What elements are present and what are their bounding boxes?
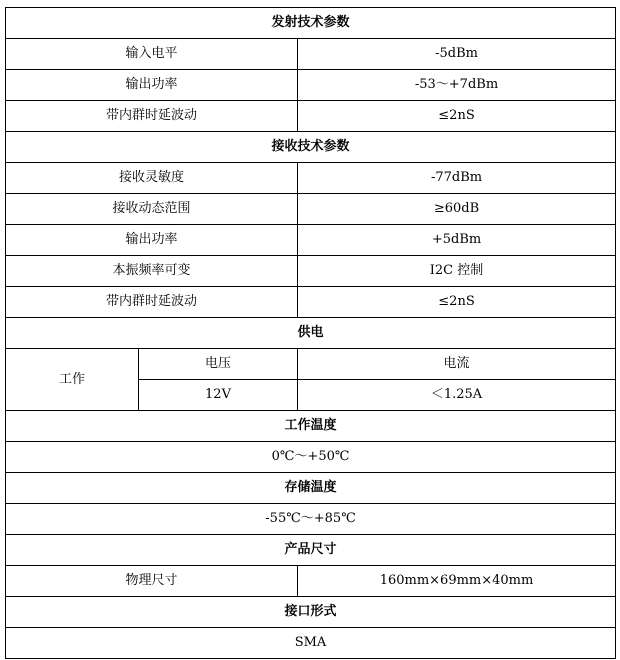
section-title: 接口形式: [6, 597, 616, 628]
section-title: 发射技术参数: [6, 8, 616, 39]
power-mode-label: 工作: [6, 349, 139, 411]
interface-section-header: [6, 597, 616, 628]
size-section-header: [6, 535, 616, 566]
param-label: 物理尺寸: [6, 566, 298, 597]
operating-temp-header: [6, 411, 616, 442]
current-value: ＜1.25A: [298, 380, 616, 411]
table-row: [6, 504, 616, 535]
table-row: [6, 39, 616, 70]
table-row: [6, 442, 616, 473]
voltage-header: 电压: [139, 349, 298, 380]
param-label: 输入电平: [6, 39, 298, 70]
table-row: [6, 287, 616, 318]
param-label: 接收动态范围: [6, 194, 298, 225]
param-value: ≥60dB: [298, 194, 616, 225]
table-row: [6, 163, 616, 194]
section-title: 存储温度: [6, 473, 616, 504]
param-value: 160mm×69mm×40mm: [298, 566, 616, 597]
storage-temp-value: -55℃～+85℃: [6, 504, 616, 535]
interface-value: SMA: [6, 628, 616, 659]
param-label: 输出功率: [6, 225, 298, 256]
table-row: [6, 349, 616, 380]
param-value: ≤2nS: [298, 101, 616, 132]
param-label: 输出功率: [6, 70, 298, 101]
param-label: 带内群时延波动: [6, 101, 298, 132]
table-row: [6, 101, 616, 132]
section-title: 工作温度: [6, 411, 616, 442]
table-row: [6, 566, 616, 597]
param-label: 接收灵敏度: [6, 163, 298, 194]
spec-table: [5, 7, 616, 659]
section-title: 产品尺寸: [6, 535, 616, 566]
param-value: +5dBm: [298, 225, 616, 256]
table-row: [6, 225, 616, 256]
param-value: -77dBm: [298, 163, 616, 194]
table-row: [6, 628, 616, 659]
current-header: 电流: [298, 349, 616, 380]
table-row: [6, 70, 616, 101]
table-row: [6, 256, 616, 287]
operating-temp-value: 0℃～+50℃: [6, 442, 616, 473]
voltage-value: 12V: [139, 380, 298, 411]
rx-section-header: [6, 132, 616, 163]
param-value: I2C 控制: [298, 256, 616, 287]
param-value: ≤2nS: [298, 287, 616, 318]
param-value: -53～+7dBm: [298, 70, 616, 101]
section-title: 供电: [6, 318, 616, 349]
table-row: [6, 194, 616, 225]
param-label: 带内群时延波动: [6, 287, 298, 318]
storage-temp-header: [6, 473, 616, 504]
section-title: 接收技术参数: [6, 132, 616, 163]
power-section-header: [6, 318, 616, 349]
tx-section-header: [6, 8, 616, 39]
param-label: 本振频率可变: [6, 256, 298, 287]
param-value: -5dBm: [298, 39, 616, 70]
